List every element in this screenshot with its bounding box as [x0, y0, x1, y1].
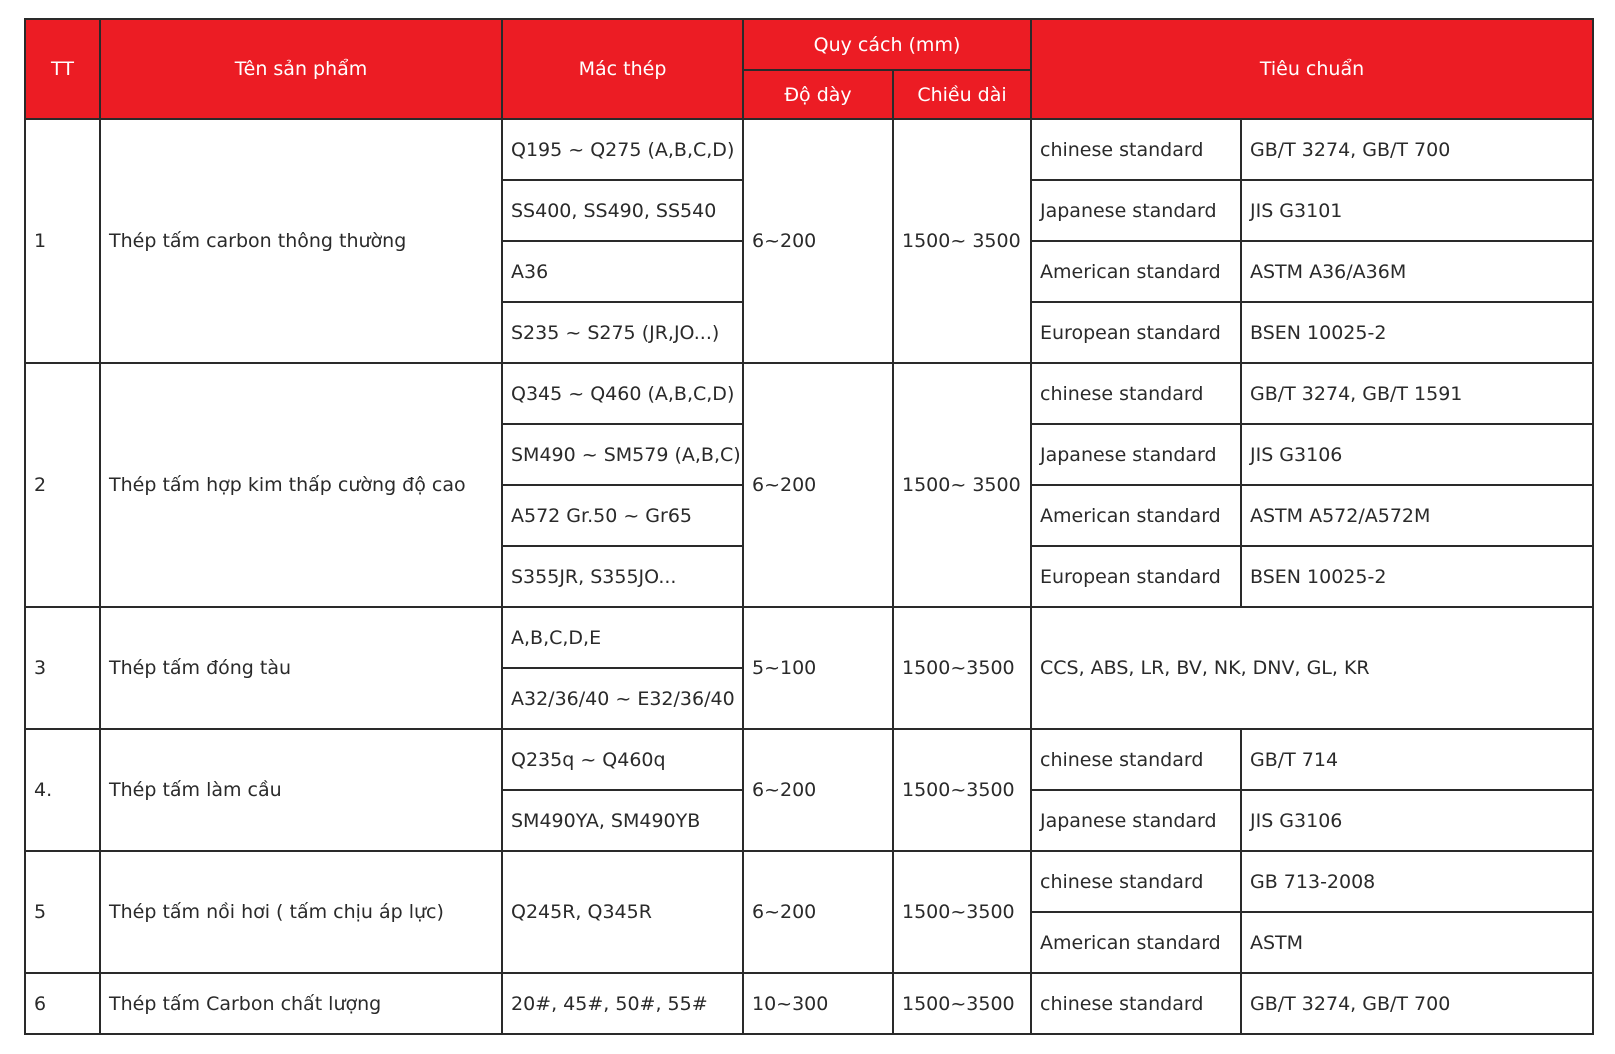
steel-grade: Q345 ~ Q460 (A,B,C,D) [502, 363, 743, 424]
standard-region: Japanese standard [1031, 424, 1241, 485]
row-number: 5 [25, 851, 100, 973]
product-name: Thép tấm nồi hơi ( tấm chịu áp lực) [100, 851, 502, 973]
steel-grade: SM490YA, SM490YB [502, 790, 743, 851]
steel-grade: 20#, 45#, 50#, 55# [502, 973, 743, 1034]
steel-grade: Q235q ~ Q460q [502, 729, 743, 790]
steel-grade: A572 Gr.50 ~ Gr65 [502, 485, 743, 546]
standard-region: chinese standard [1031, 851, 1241, 912]
thickness-value: 10~300 [743, 973, 893, 1034]
table-body [25, 119, 1593, 1034]
standard-code: GB/T 3274, GB/T 1591 [1241, 363, 1593, 424]
standard-region: European standard [1031, 302, 1241, 363]
header-tt: TT [25, 19, 100, 119]
standard-code: GB/T 714 [1241, 729, 1593, 790]
standard-code: GB 713-2008 [1241, 851, 1593, 912]
standard-region: Japanese standard [1031, 790, 1241, 851]
product-name: Thép tấm làm cầu [100, 729, 502, 851]
standard-code: JIS G3106 [1241, 790, 1593, 851]
standard-code: GB/T 3274, GB/T 700 [1241, 973, 1593, 1034]
header-standard: Tiêu chuẩn [1031, 19, 1593, 119]
steel-grade: SS400, SS490, SS540 [502, 180, 743, 241]
header-thickness: Độ dày [743, 70, 893, 119]
row-number: 4. [25, 729, 100, 851]
steel-grade: SM490 ~ SM579 (A,B,C) [502, 424, 743, 485]
product-name: Thép tấm Carbon chất lượng [100, 973, 502, 1034]
thickness-value: 6~200 [743, 729, 893, 851]
standard-region: Japanese standard [1031, 180, 1241, 241]
header-product-name: Tên sản phẩm [100, 19, 502, 119]
steel-grade: S355JR, S355JO... [502, 546, 743, 607]
length-value: 1500~3500 [893, 607, 1031, 729]
length-value: 1500~3500 [893, 851, 1031, 973]
standard-region: chinese standard [1031, 729, 1241, 790]
product-name: Thép tấm đóng tàu [100, 607, 502, 729]
thickness-value: 6~200 [743, 851, 893, 973]
standard-region: chinese standard [1031, 119, 1241, 180]
length-value: 1500~3500 [893, 973, 1031, 1034]
length-value: 1500~ 3500 [893, 119, 1031, 363]
row-number: 3 [25, 607, 100, 729]
length-value: 1500~3500 [893, 729, 1031, 851]
standard-region: American standard [1031, 912, 1241, 973]
thickness-value: 5~100 [743, 607, 893, 729]
steel-grade: S235 ~ S275 (JR,JO...) [502, 302, 743, 363]
standard-code: ASTM A572/A572M [1241, 485, 1593, 546]
table-row [25, 729, 1593, 790]
length-value: 1500~ 3500 [893, 363, 1031, 607]
product-name: Thép tấm carbon thông thường [100, 119, 502, 363]
standard-code: JIS G3101 [1241, 180, 1593, 241]
steel-grade: Q245R, Q345R [502, 851, 743, 973]
standard-region: chinese standard [1031, 973, 1241, 1034]
standard-code: JIS G3106 [1241, 424, 1593, 485]
header-length: Chiều dài [893, 70, 1031, 119]
standard-region: chinese standard [1031, 363, 1241, 424]
table-row [25, 607, 1593, 668]
steel-grade: A,B,C,D,E [502, 607, 743, 668]
table-row [25, 973, 1593, 1034]
standard-code: GB/T 3274, GB/T 700 [1241, 119, 1593, 180]
table-row [25, 363, 1593, 424]
standard-code: BSEN 10025-2 [1241, 546, 1593, 607]
steel-grade: A32/36/40 ~ E32/36/40 [502, 668, 743, 729]
table-row [25, 119, 1593, 180]
steel-grade: A36 [502, 241, 743, 302]
header-specification: Quy cách (mm) [743, 19, 1031, 70]
standard-code: ASTM A36/A36M [1241, 241, 1593, 302]
table-row [25, 851, 1593, 912]
table-header [25, 19, 1593, 119]
row-number: 6 [25, 973, 100, 1034]
standard-region: European standard [1031, 546, 1241, 607]
steel-grade: Q195 ~ Q275 (A,B,C,D) [502, 119, 743, 180]
steel-plate-spec-table [24, 18, 1594, 1035]
thickness-value: 6~200 [743, 363, 893, 607]
header-steel-grade: Mác thép [502, 19, 743, 119]
row-number: 2 [25, 363, 100, 607]
product-name: Thép tấm hợp kim thấp cường độ cao [100, 363, 502, 607]
standard-region: American standard [1031, 241, 1241, 302]
standard-region: American standard [1031, 485, 1241, 546]
standard-list: CCS, ABS, LR, BV, NK, DNV, GL, KR [1031, 607, 1593, 729]
standard-code: ASTM [1241, 912, 1593, 973]
row-number: 1 [25, 119, 100, 363]
standard-code: BSEN 10025-2 [1241, 302, 1593, 363]
thickness-value: 6~200 [743, 119, 893, 363]
